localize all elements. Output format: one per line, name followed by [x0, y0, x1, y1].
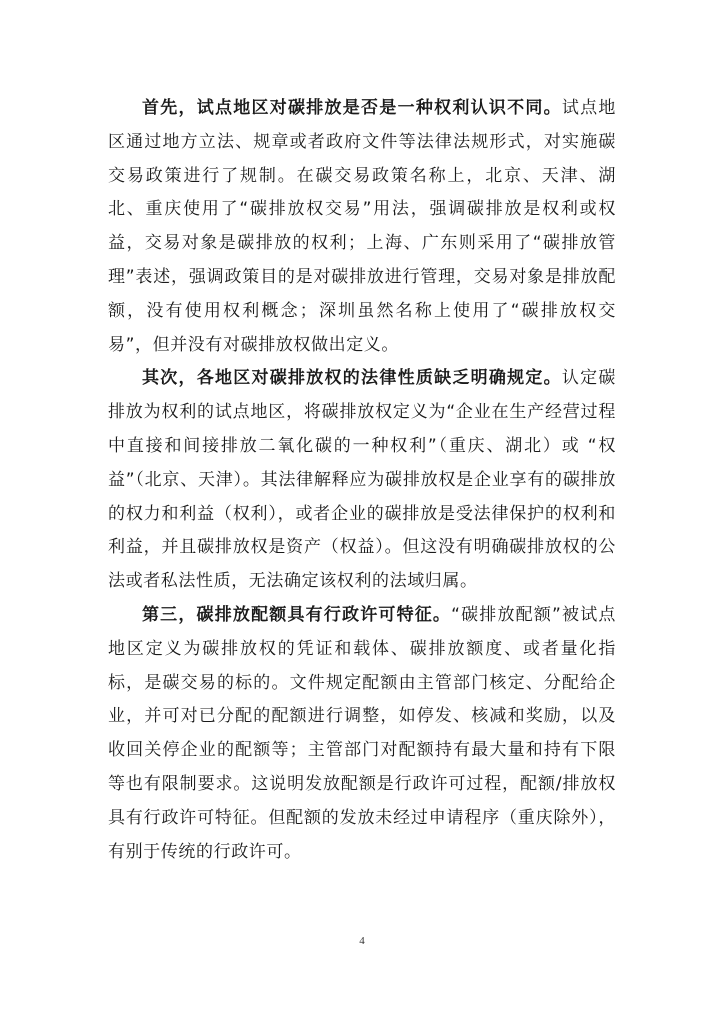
paragraph-3-lead: 第三，碳排放配额具有行政许可特征。 — [142, 604, 452, 625]
paragraph-2-text: 认定碳排放为权利的试点地区，将碳排放权定义为“企业在生产经营过程中直接和间接排放二氧化碳的一种权利”（重庆、湖北）或 “权益”（北京、天津）。其法律解释应为碳排放权是企业享有的碳排放的权力和利益（权利），或者企业的碳排放是受法律保护的权利和利益，并且碳排放权是资产（权益）。但这没有明确碳排放权的公法或者私法性质，无法确定该权利的法域归属。 — [108, 368, 616, 592]
paragraph-1 — [108, 92, 616, 362]
document-body — [108, 92, 616, 869]
paragraph-3-text: “碳排放配额”被试点地区定义为碳排放权的凭证和载体、碳排放额度、或者量化指标，是碳交易的标的。文件规定配额由主管部门核定、分配给企业，并可对已分配的配额进行调整，如停发、核减和奖励，以及收回关停企业的配额等；主管部门对配额持有最大量和持有下限等也有限制要求。这说明发放配额是行政许可过程，配额/排放权具有行政许可特征。但配额的发放未经过申请程序（重庆除外），有别于传统的行政许可。 — [108, 604, 616, 862]
paragraph-3 — [108, 599, 616, 869]
paragraph-1-lead: 首先，试点地区对碳排放是否是一种权利认识不同。 — [142, 98, 562, 118]
paragraph-1-text: 试点地区通过地方立法、规章或者政府文件等法律法规形式，对实施碳交易政策进行了规制。在碳交易政策名称上，北京、天津、湖北、重庆使用了“碳排放权交易”用法，强调碳排放是权利或权益，交易对象是碳排放的权利；上海、广东则采用了“碳排放管理”表述，强调政策目的是对碳排放进行管理，交易对象是排放配额，没有使用权利概念；深圳虽然名称上使用了“碳排放权交易”，但并没有对碳排放权做出定义。 — [108, 98, 616, 355]
paragraph-2-lead: 其次，各地区对碳排放权的法律性质缺乏明确规定。 — [142, 368, 562, 389]
page-number: 4 — [359, 935, 365, 947]
paragraph-2 — [108, 362, 616, 599]
